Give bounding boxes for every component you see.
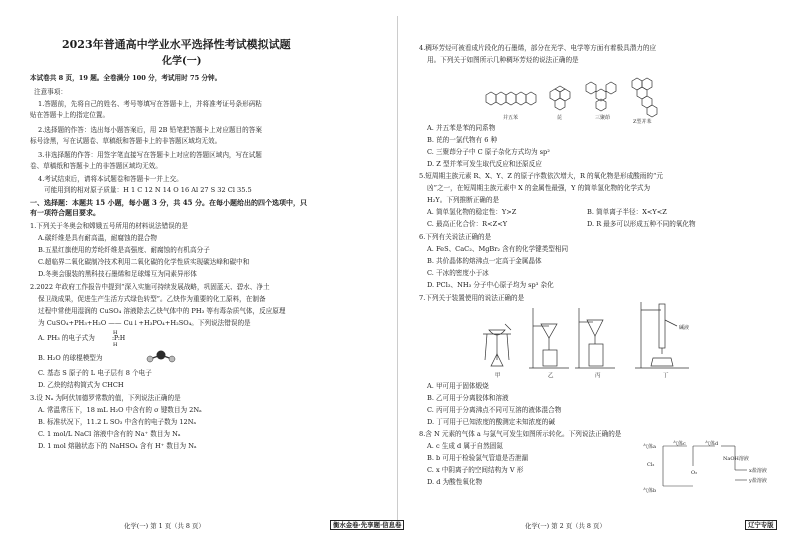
q5-option-d: D. R 最多可以形成五种不同的氧化物 [587,220,696,228]
q2-option-b: B. H₂O 的球棍模型为 [38,354,103,362]
q8-label-gas-b: 气体b [643,488,657,494]
q7-label-c: 丙 [595,373,601,379]
q2-stem-3: 过程中常使用湿润的 CuSO₄ 溶液除去乙炔气体中的 PH₃ 等有毒杂质气体，反应原理 [38,307,286,315]
note-2b: 标号涂黑，写在试题卷、草稿纸和答题卡上的非答题区域均无效。 [30,137,222,145]
footer-edition-badge: 辽宁专版 [745,520,777,530]
q4-label-z-acene: Z型并苯 [633,119,652,125]
z-acene-structure [629,78,659,118]
q5-stem-1: 5.短周期主族元素 R、X、Y、Z 的原子序数依次增大，R 的氧化物是形成酸雨的“元 [419,172,663,180]
q8-option-c: C. x 中阴离子的空间结构为 V 形 [427,466,524,474]
q4-stem-2: 用。下列关于如图所示几种稠环芳烃的说法正确的是 [427,56,579,64]
q4-label-pentacene: 并五苯 [503,115,519,121]
section-heading-1: 一、选择题：本题共 15 小题，每小题 3 分，共 45 分。在每小题给出的四个选项中，只 [30,198,307,207]
q8-conversion-diagram [643,440,771,498]
exam-info: 本试卷共 8 页，19 题。全卷满分 100 分，考试用时 75 分钟。 [30,74,222,82]
footer-left-page-number: 化学(一) 第 1 页（共 8 页） [124,522,205,530]
q8-label-salt-y: y盐溶液 [749,478,767,484]
q8-label-gas-d: 气体d [705,441,719,447]
q6-option-b: B. 共价晶体的熔沸点一定高于金属晶体 [427,257,542,265]
q4-option-a: A. 并五苯是苯的同系物 [427,124,496,132]
q6-option-a: A. FeS、CaC₂、MgBr₂ 含有的化学键类型相同 [427,245,569,253]
q7-label-d: 丁 [663,373,669,379]
q1-option-d: D.冬奥会服装的黑科技石墨烯和足球烯互为同素异形体 [38,270,197,278]
q6-option-d: D. PCl₃、NH₃ 分子中心原子均为 sp³ 杂化 [427,281,554,289]
q2-stem-1: 2.2022 年政府工作报告中提到“深入实施可持续发展战略，巩固蓝天、碧水、净土 [30,283,270,291]
q5-option-b: B. 简单离子半径：X<Y<Z [587,208,667,216]
q5-option-a: A. 简单氢化物的稳定性：Y>Z [427,208,517,216]
q1-option-c: C.超临界二氧化碳制冷技术利用二氧化碳的化学性质实现碳达峰和碳中和 [38,258,250,266]
exam-title: 2023年普通高中学业水平选择性考试模拟试题 [62,38,291,51]
apparatus-d-titration [633,300,703,372]
section-heading-2: 有一项符合题目要求。 [30,208,100,217]
q8-stem: 8.含 N 元素的气体 a 与氯气可发生如图所示转化。下列说法正确的是 [419,430,622,438]
q7-option-d: D. 丁可用于已知浓度的酸测定未知浓度的碱 [427,418,555,426]
q1-option-a: A.碳纤维是具有耐高温，耐腐蚀的混合物 [38,234,157,242]
q6-stem: 6.下列有关说法正确的是 [419,233,492,241]
q8-label-cl2: Cl₂ [647,462,655,468]
q3-option-c: C. 1 mol/L NaCl 溶液中含有的 Na⁺ 数目为 Nₐ [38,430,181,438]
q8-option-b: B. b 可用于检验氯气管道是否泄漏 [427,454,529,462]
q4-option-b: B. 芘的一氯代物有 6 种 [427,136,498,144]
q4-stem-1: 4.稠环芳烃可被看成片段化的石墨烯，部分在光学、电学等方面有着极具潜力的应 [419,44,657,52]
q8-label-gas-a: 气体a [643,444,656,450]
q8-label-gas-c: 气体c [673,441,686,447]
footer-right-page-number: 化学(一) 第 2 页（共 8 页） [525,522,606,530]
truxene-structure [583,80,619,114]
q7-label-a: 甲 [495,373,501,379]
q6-option-c: C. 干冰的密度小于冰 [427,269,489,277]
note-4: 4.考试结束后，请将本试题卷和答题卡一并上交。 [38,175,183,183]
q3-stem: 3.设 Nₐ 为阿伏加德罗常数的值，下列说法正确的是 [30,394,181,402]
pyrene-structure [545,84,575,112]
note-1a: 1.答题前，先将自己的姓名、考号等填写在答题卡上，并将准考证号条形码粘 [38,100,262,108]
q8-option-d: D. d 为酸性氧化物 [427,478,483,486]
note-2a: 2.选择题的作答：选出每小题答案后，用 2B 铅笔把答题卡上对应题目的答案 [38,126,262,134]
svg-text::P:H: :P:H [112,335,126,342]
apparatus-a-crucible [477,316,517,372]
q8-option-a: A. c 生成 d 属于自然固氮 [427,442,503,450]
q4-label-truxene: 三聚茚 [595,115,611,121]
q4-option-d: D. Z 型并苯可发生取代反应和还原反应 [427,160,542,168]
q8-label-naoh: NaOH溶液 [723,456,749,462]
note-1b: 贴在答题卡上的指定位置。 [30,111,110,119]
h2o-ball-stick-model [144,349,180,363]
apparatus-c-distillation [573,306,617,372]
q7-label-base: 碱液 [679,325,690,331]
q8-label-salt-x: x盐溶液 [749,468,767,474]
notes-title: 注意事项： [34,88,67,96]
q2-stem-2: 保卫战成果，促进生产生活方式绿色转型”。乙炔作为重要的化工原料，在制备 [38,295,266,303]
q7-stem: 7.下列关于装置使用的说法正确的是 [419,294,525,302]
atomic-masses: 可能用到的相对原子质量：H 1 C 12 N 14 O 16 Al 27 S 32 Cl 35.5 [44,186,252,194]
q1-option-b: B.五星红旗使用的芳纶纤维是高强度、耐腐蚀的有机高分子 [38,246,210,254]
pentacene-structure [483,92,545,106]
q7-label-b: 乙 [548,373,554,379]
apparatus-b-filtration [527,306,571,372]
note-3b: 卷、草稿纸和答题卡上的非答题区域均无效。 [30,162,162,170]
q2-option-c: C. 基态 S 原子的 L 电子层有 8 个电子 [38,369,152,377]
svg-text:H: H [113,330,118,336]
note-3a: 3.非选择题的作答：用签字笔直接写在答题卡上对应的答题区域内，写在试题 [38,151,262,159]
q4-label-pyrene: 芘 [557,115,563,121]
q1-stem: 1.下列关于冬奥会和嫦娥五号所用的材料说法错误的是 [30,222,188,230]
q3-option-b: B. 标准状况下，11.2 L SO₃ 中含有的电子数为 12Nₐ [38,418,197,426]
q2-option-d: D. 乙炔的结构简式为 CHCH [38,381,124,389]
q5-stem-2: 凶”之一，在短周期主族元素中 X 的金属性最强，Y 的简单氢化物的化学式为 [427,184,651,192]
footer-brand-tag: 衡水金卷·先享题·信息卷 [330,520,404,530]
q3-option-a: A. 常温常压下，18 mL H₂O 中含有的 σ 键数目为 2Nₐ [38,406,202,414]
ph3-electron-formula [110,328,150,346]
q3-option-d: D. 1 mol 熔融状态下的 NaHSO₄ 含有 H⁺ 数目为 Nₐ [38,442,197,450]
svg-text:H: H [113,342,118,348]
q4-option-c: C. 三聚茚分子中 C 原子杂化方式均为 sp² [427,148,550,156]
exam-subtitle: 化学(一) [162,56,202,67]
q2-stem-4: 为 CuSO₄+PH₃+H₂O —— Cu↓+H₃PO₄+H₂SO₄。下列说法错误的是 [38,319,251,327]
q2-option-a: A. PH₃ 的电子式为 [38,334,95,342]
q8-label-o2: O₂ [691,470,698,476]
q7-option-c: C. 丙可用于分离沸点不同可互溶的液体混合物 [427,406,562,414]
q5-stem-3: H₂Y。下列推断正确的是 [427,196,500,204]
page-divider [397,16,398,526]
q5-option-c: C. 最高正化合价：R<Z<Y [427,220,508,228]
q7-option-b: B. 乙可用于分离胶体和溶液 [427,394,509,402]
q7-option-a: A. 甲可用于固体煅烧 [427,382,489,390]
